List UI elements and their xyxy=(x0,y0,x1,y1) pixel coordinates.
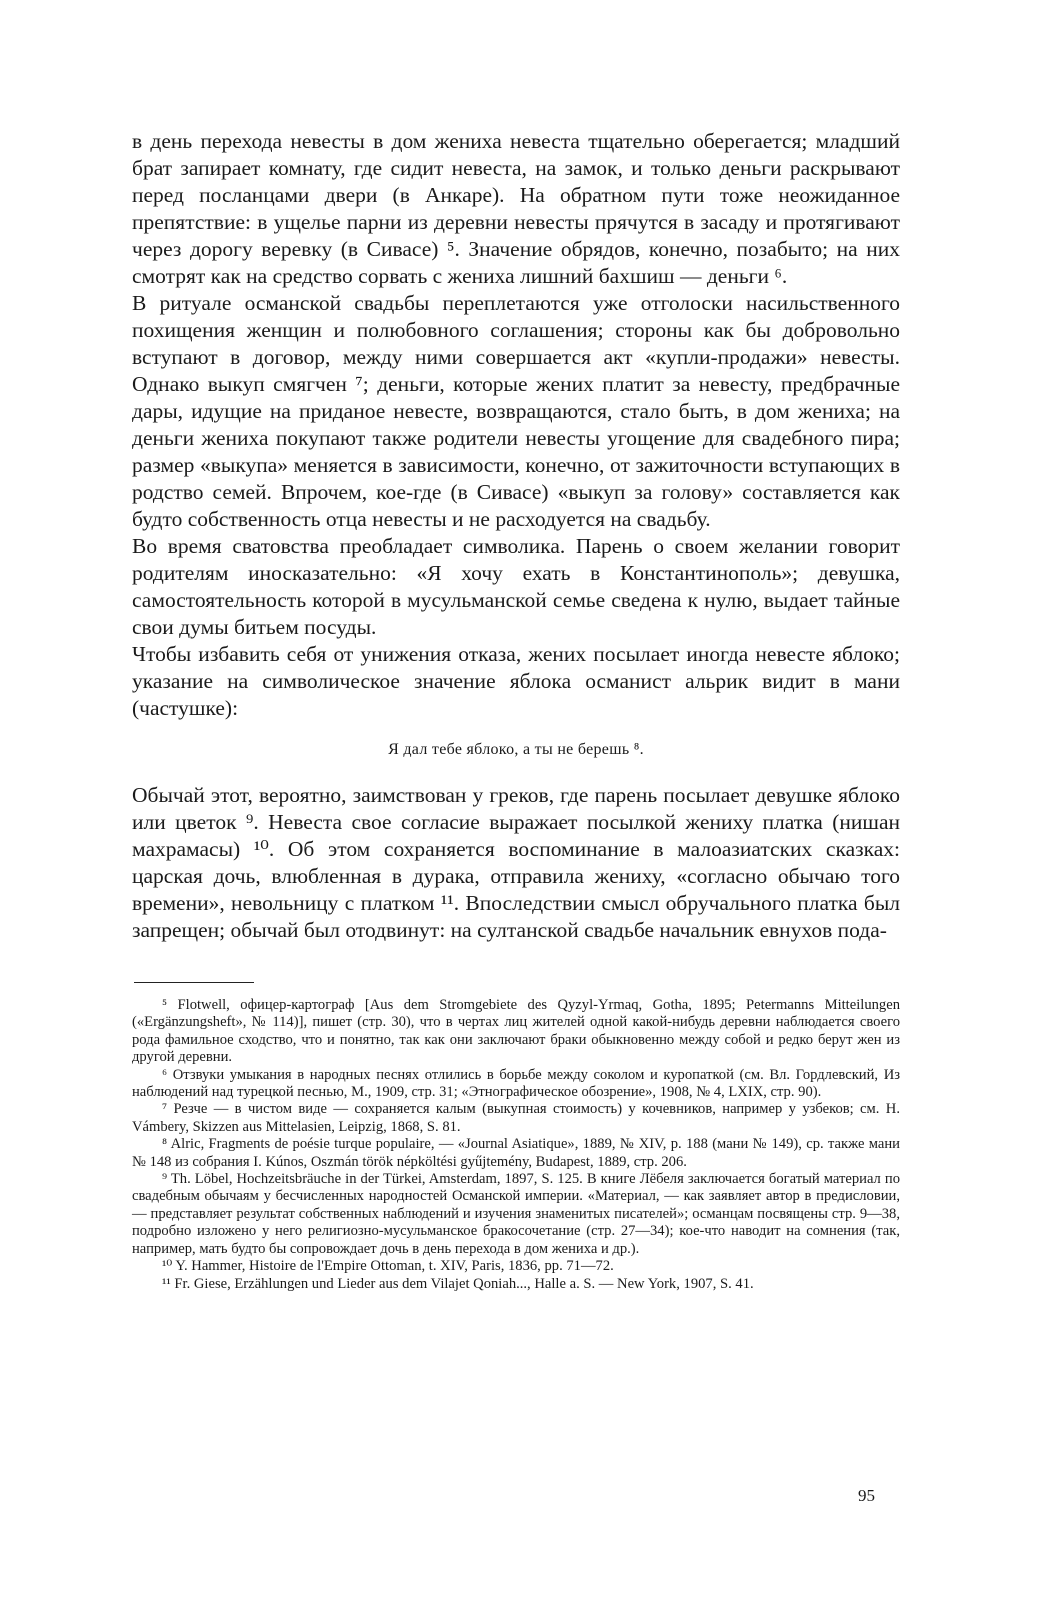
paragraph-3: Во время сватовства преобладает символика. Парень о своем желании говорит родителям иносказательно: «Я хочу ехать в Константинополь»; девушка, самостоятельность которой в мусульманской семье сведена к нулю, выдает тайные свои думы битьем посуды. xyxy=(132,534,900,639)
footnote-5: ⁵ Flotwell, офицер-картограф [Aus dem Stromgebiete des Qyzyl-Yrmaq, Gotha, 1895; Petermanns Mitteilungen («Ergänzungsheft», № 114)], пишет (стр. 30), что в чертах лиц жителей одной какой-нибудь деревни наблюдается своего рода фамильное сходство, что и понятно, так как они заключают браки обыкновенно между собой и редко берут жен из другой деревни. xyxy=(132,997,900,1066)
paragraph-4: Чтобы избавить себя от унижения отказа, жених посылает иногда невесте яблоко; указание на символическое значение яблока османист альрик видит в мани (частушке): xyxy=(132,642,900,720)
footnote-11: ¹¹ Fr. Giese, Erzählungen und Lieder aus dem Vilajet Qoniah..., Halle a. S. — New York, 1907, S. 41. xyxy=(162,1275,754,1292)
paragraph-5: Обычай этот, вероятно, заимствован у греков, где парень посылает девушке яблоко или цветок ⁹. Невеста свое согласие выражает посылкой жениху платка (нишан махрамасы) ¹⁰. Об этом сохраняется воспоминание в малоазиатских сказках: царская дочь, влюбленная в дурака, отправила жениху, «согласно обычаю того времени», невольницу с платком ¹¹. Впоследствии смысл обручального платка был запрещен; обычай был отодвинут: на султанской свадьбе начальник евнухов пода- xyxy=(132,783,900,942)
footnote-10: ¹⁰ Y. Hammer, Histoire de l'Empire Ottoman, t. XIV, Paris, 1836, pp. 71—72. xyxy=(162,1258,614,1275)
paragraph-2: В ритуале османской свадьбы переплетаются уже отголоски насильственного похищения женщин и полюбовного соглашения; стороны как бы добровольно вступают в договор, между ними совершается акт «купли-продажи» невесты. Однако выкуп смягчен ⁷; деньги, которые жених платит за невесту, предбрачные дары, идущие на приданое невесте, возвращаются, стало быть, в дом жениха; на деньги жениха покупают также родители невесты угощение для свадебного пира; размер «выкупа» меняется в зависимости, конечно, от зажиточности вступающих в родство семей. Впрочем, кое-где (в Сивасе) «выкуп за голову» составляется как будто собственность отца невесты и не расходуется на свадьбу. xyxy=(132,291,900,531)
footnote-6: ⁶ Отзвуки умыкания в народных песнях отлились в борьбе между соколом и куропаткой (см. Вл. Гордлевский, Из наблюдений над турецкой песнью, М., 1909, стр. 31; «Этнографическое обозрение», 1908, № 4, LXIX, стр. 90). xyxy=(132,1066,900,1101)
footnotes xyxy=(132,997,900,1293)
verse-quote: Я дал тебе яблоко, а ты не берешь ⁸. xyxy=(388,741,644,758)
footnote-separator xyxy=(134,982,254,983)
page-number: 95 xyxy=(858,1486,875,1505)
page-body xyxy=(132,128,900,1293)
footnote-8: ⁸ Alric, Fragments de poésie turque populaire, — «Journal Asiatique», 1889, № XIV, p. 188 (мани № 149), ср. также мани № 148 из собрания I. Kúnos, Oszmán török népköltési gyűjtemény, Budapest, 1889, стр. 206. xyxy=(132,1136,900,1170)
paragraph-1: в день перехода невесты в дом жениха невеста тщательно оберегается; младший брат запирает комнату, где сидит невеста, на замок, и только деньги раскрывают перед посланцами двери (в Анкаре). На обратном пути тоже неожиданное препятствие: в ущелье парни из деревни невесты прячутся в засаду и протягивают через дорогу веревку (в Сивасе) ⁵. Значение обрядов, конечно, позабыто; на них смотрят как на средство сорвать с жениха лишний бахшиш — деньги ⁶. xyxy=(132,129,900,288)
footnote-7: ⁷ Резче — в чистом виде — сохраняется калым (выкупная стоимость) у кочевников, например у узбеков; см. H. Vámbery, Skizzen aus Mittelasien, Leipzig, 1868, S. 81. xyxy=(132,1101,900,1135)
footnote-9: ⁹ Th. Löbel, Hochzeitsbräuche in der Türkei, Amsterdam, 1897, S. 125. В книге Лёбеля заключается богатый материал по свадебным обычаям у бесчисленных народностей Османской империи. «Материал, — как заявляет автор в предисловии, — представляет результат собственных наблюдений и изучения знаменитых писателей»; османцам посвящены стр. 9—38, подробно изложено у него религиозно-мусульманское бракосочетание (стр. 27—34); кое-что наводит на сомнения (так, например, мать будто бы сопровождает дочь в день перехода в дом жениха и др.). xyxy=(132,1171,900,1257)
